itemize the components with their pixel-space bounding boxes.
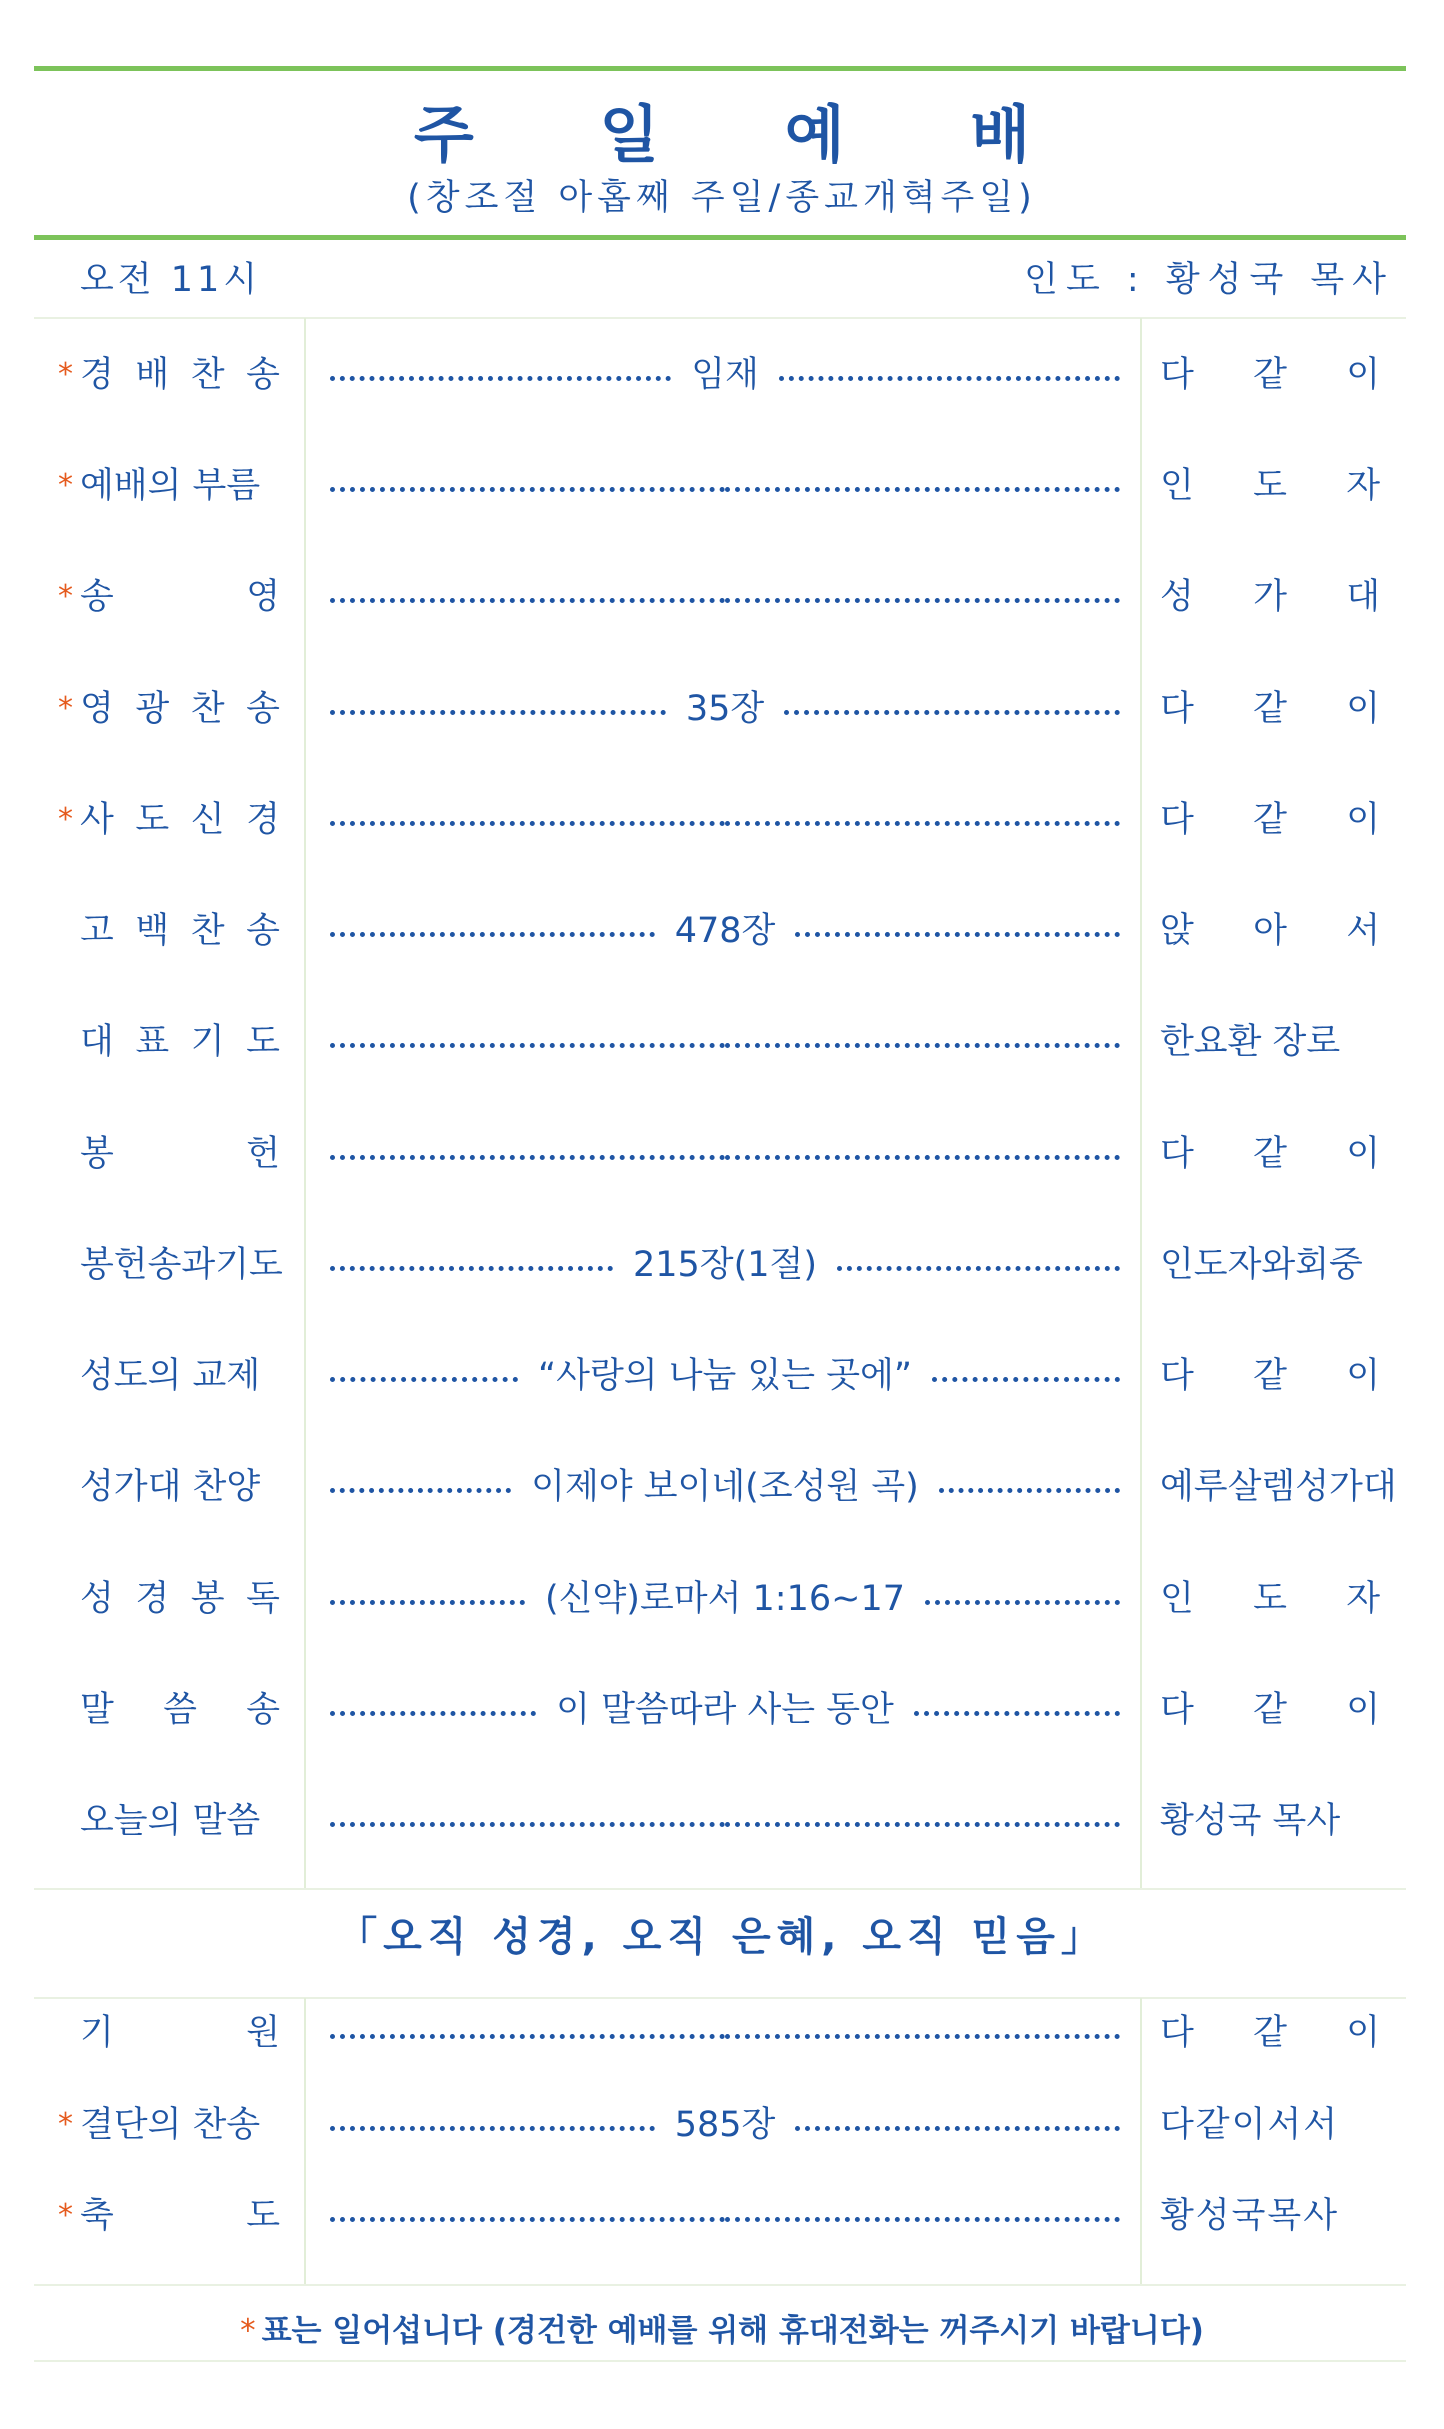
program-bottom-divider xyxy=(34,1888,1406,1890)
item-detail xyxy=(330,345,1120,405)
item-detail xyxy=(330,1457,1120,1517)
standing-marker: * xyxy=(58,802,73,837)
dot-leader xyxy=(330,1822,725,1827)
program-row xyxy=(0,456,1444,516)
item-performer: 다 같 이 xyxy=(1160,1356,1380,1396)
item-label: 예배의 부름 xyxy=(80,466,261,506)
item-label: 경 배 찬 송 xyxy=(80,355,280,395)
item-detail-text: (신약)로마서 1:16~17 xyxy=(545,1579,905,1619)
program-row xyxy=(0,1235,1444,1295)
header-green-rule xyxy=(34,235,1406,240)
item-detail xyxy=(330,1569,1120,1629)
item-performer: 다 같 이 xyxy=(1160,1690,1380,1730)
item-performer: 황성국 목사 xyxy=(1160,1801,1341,1841)
dot-leader xyxy=(330,932,655,937)
dot-leader xyxy=(939,1488,1120,1493)
dot-leader xyxy=(914,1711,1120,1716)
item-performer: 다 같 이 xyxy=(1160,800,1380,840)
dot-leader xyxy=(725,487,1120,492)
item-label: 영 광 찬 송 xyxy=(80,689,280,729)
item-label: 기 원 xyxy=(80,2013,280,2053)
item-detail xyxy=(330,2095,1120,2155)
program-row xyxy=(0,1791,1444,1851)
item-detail-text: 이제야 보이네(조성원 곡) xyxy=(531,1467,919,1507)
service-title: 주 일 예 배 xyxy=(413,98,1083,171)
star-marker: * xyxy=(240,2313,256,2349)
dot-leader xyxy=(837,1266,1120,1271)
dot-leader xyxy=(779,376,1120,381)
item-performer: 인 도 자 xyxy=(1160,466,1380,506)
dot-leader xyxy=(725,1043,1120,1048)
item-detail xyxy=(330,1235,1120,1295)
dot-leader xyxy=(725,821,1120,826)
dot-leader xyxy=(330,1266,613,1271)
item-label: 결단의 찬송 xyxy=(80,2105,261,2145)
item-label: 성도의 교제 xyxy=(80,1356,261,1396)
program-row xyxy=(0,679,1444,739)
program-row xyxy=(0,1569,1444,1629)
item-detail xyxy=(330,2186,1120,2246)
dot-leader xyxy=(725,2217,1120,2222)
item-detail-text: 임재 xyxy=(691,355,759,395)
service-subtitle: (창조절 아홉째 주일/종교개혁주일) xyxy=(407,178,1037,218)
item-performer: 다 같 이 xyxy=(1160,355,1380,395)
item-label: 성 경 봉 독 xyxy=(80,1579,280,1619)
item-performer: 다같이서서 xyxy=(1160,2105,1340,2145)
program-row xyxy=(0,2095,1444,2155)
item-label: 대 표 기 도 xyxy=(80,1022,280,1062)
item-detail-text: 이 말씀따라 사는 동안 xyxy=(556,1690,894,1730)
item-detail xyxy=(330,790,1120,850)
dot-leader xyxy=(330,376,671,381)
item-performer: 인도자와회중 xyxy=(1160,1245,1363,1285)
dot-leader xyxy=(330,1043,725,1048)
dot-leader xyxy=(330,1488,511,1493)
item-label: 성가대 찬양 xyxy=(80,1467,261,1507)
dot-leader xyxy=(330,1155,725,1160)
standing-marker: * xyxy=(58,579,73,614)
dot-leader xyxy=(330,710,666,715)
program-row xyxy=(0,1680,1444,1740)
motto-bottom-divider xyxy=(34,1997,1406,1999)
item-detail xyxy=(330,679,1120,739)
item-label: 오늘의 말씀 xyxy=(80,1801,261,1841)
top-green-rule xyxy=(34,66,1406,71)
item-label: 말 씀 송 xyxy=(80,1690,280,1730)
item-detail-text: 215장(1절) xyxy=(633,1245,818,1285)
item-detail xyxy=(330,1012,1120,1072)
item-performer: 한요환 장로 xyxy=(1160,1022,1341,1062)
item-performer: 다 같 이 xyxy=(1160,1134,1380,1174)
program-row xyxy=(0,2003,1444,2063)
item-performer: 다 같 이 xyxy=(1160,689,1380,729)
dot-leader xyxy=(725,1822,1120,1827)
program-row xyxy=(0,1346,1444,1406)
program-right-divider xyxy=(1140,318,1142,1888)
program-left-divider xyxy=(304,318,306,1888)
dot-leader xyxy=(330,2217,725,2222)
program-row xyxy=(0,901,1444,961)
dot-leader xyxy=(330,2034,725,2039)
dot-leader xyxy=(330,1377,518,1382)
item-label: 사 도 신 경 xyxy=(80,800,280,840)
footer-note xyxy=(0,2305,1444,2350)
program-row xyxy=(0,1124,1444,1184)
dot-leader xyxy=(795,2126,1120,2131)
item-label: 고 백 찬 송 xyxy=(80,911,280,951)
program-row xyxy=(0,1012,1444,1072)
item-label: 봉 헌 xyxy=(80,1134,280,1174)
item-detail-text: 585장 xyxy=(674,2105,776,2145)
dot-leader xyxy=(784,710,1120,715)
item-label: 봉헌송과기도 xyxy=(80,1245,283,1285)
item-performer: 앉 아 서 xyxy=(1160,911,1380,951)
item-detail-text: 478장 xyxy=(674,911,776,951)
dot-leader xyxy=(330,487,725,492)
item-detail-text: 35장 xyxy=(685,689,765,729)
service-time: 오전 11시 xyxy=(80,260,262,300)
program-row xyxy=(0,1457,1444,1517)
dot-leader xyxy=(330,1711,536,1716)
standing-marker: * xyxy=(58,357,73,392)
dot-leader xyxy=(330,821,725,826)
item-detail xyxy=(330,901,1120,961)
dot-leader xyxy=(795,932,1120,937)
footer-note-text: 표는 일어섭니다 (경건한 예배를 위해 휴대전화는 꺼주시기 바랍니다) xyxy=(261,2313,1204,2349)
item-detail-text: “사랑의 나눔 있는 곳에” xyxy=(538,1356,912,1396)
program-row xyxy=(0,790,1444,850)
item-detail xyxy=(330,1346,1120,1406)
standing-marker: * xyxy=(58,468,73,503)
time-row-divider xyxy=(34,317,1406,319)
program-row xyxy=(0,567,1444,627)
program-row xyxy=(0,345,1444,405)
item-detail xyxy=(330,1791,1120,1851)
dot-leader xyxy=(330,598,725,603)
item-performer: 성 가 대 xyxy=(1160,577,1380,617)
dot-leader xyxy=(330,1600,525,1605)
item-detail xyxy=(330,1124,1120,1184)
item-performer: 인 도 자 xyxy=(1160,1579,1380,1619)
closing-bottom-divider xyxy=(34,2284,1406,2286)
dot-leader xyxy=(925,1600,1120,1605)
item-detail xyxy=(330,1680,1120,1740)
dot-leader xyxy=(725,598,1120,603)
item-label: 송 영 xyxy=(80,577,280,617)
standing-marker: * xyxy=(58,2107,73,2142)
item-detail xyxy=(330,456,1120,516)
dot-leader xyxy=(725,1155,1120,1160)
motto: 「오직 성경, 오직 은혜, 오직 믿음」 xyxy=(337,1914,1107,1960)
dot-leader xyxy=(330,2126,655,2131)
program-row xyxy=(0,2186,1444,2246)
standing-marker: * xyxy=(58,2198,73,2233)
item-performer: 예루살렘성가대 xyxy=(1160,1467,1397,1507)
standing-marker: * xyxy=(58,691,73,726)
page-bottom-divider xyxy=(34,2360,1406,2362)
item-detail xyxy=(330,2003,1120,2063)
item-performer: 다 같 이 xyxy=(1160,2013,1380,2053)
dot-leader xyxy=(932,1377,1120,1382)
item-performer: 황성국목사 xyxy=(1160,2196,1340,2236)
service-leader: 인도 : 황성국 목사 xyxy=(1024,260,1394,300)
dot-leader xyxy=(725,2034,1120,2039)
item-label: 축 도 xyxy=(80,2196,280,2236)
item-detail xyxy=(330,567,1120,627)
